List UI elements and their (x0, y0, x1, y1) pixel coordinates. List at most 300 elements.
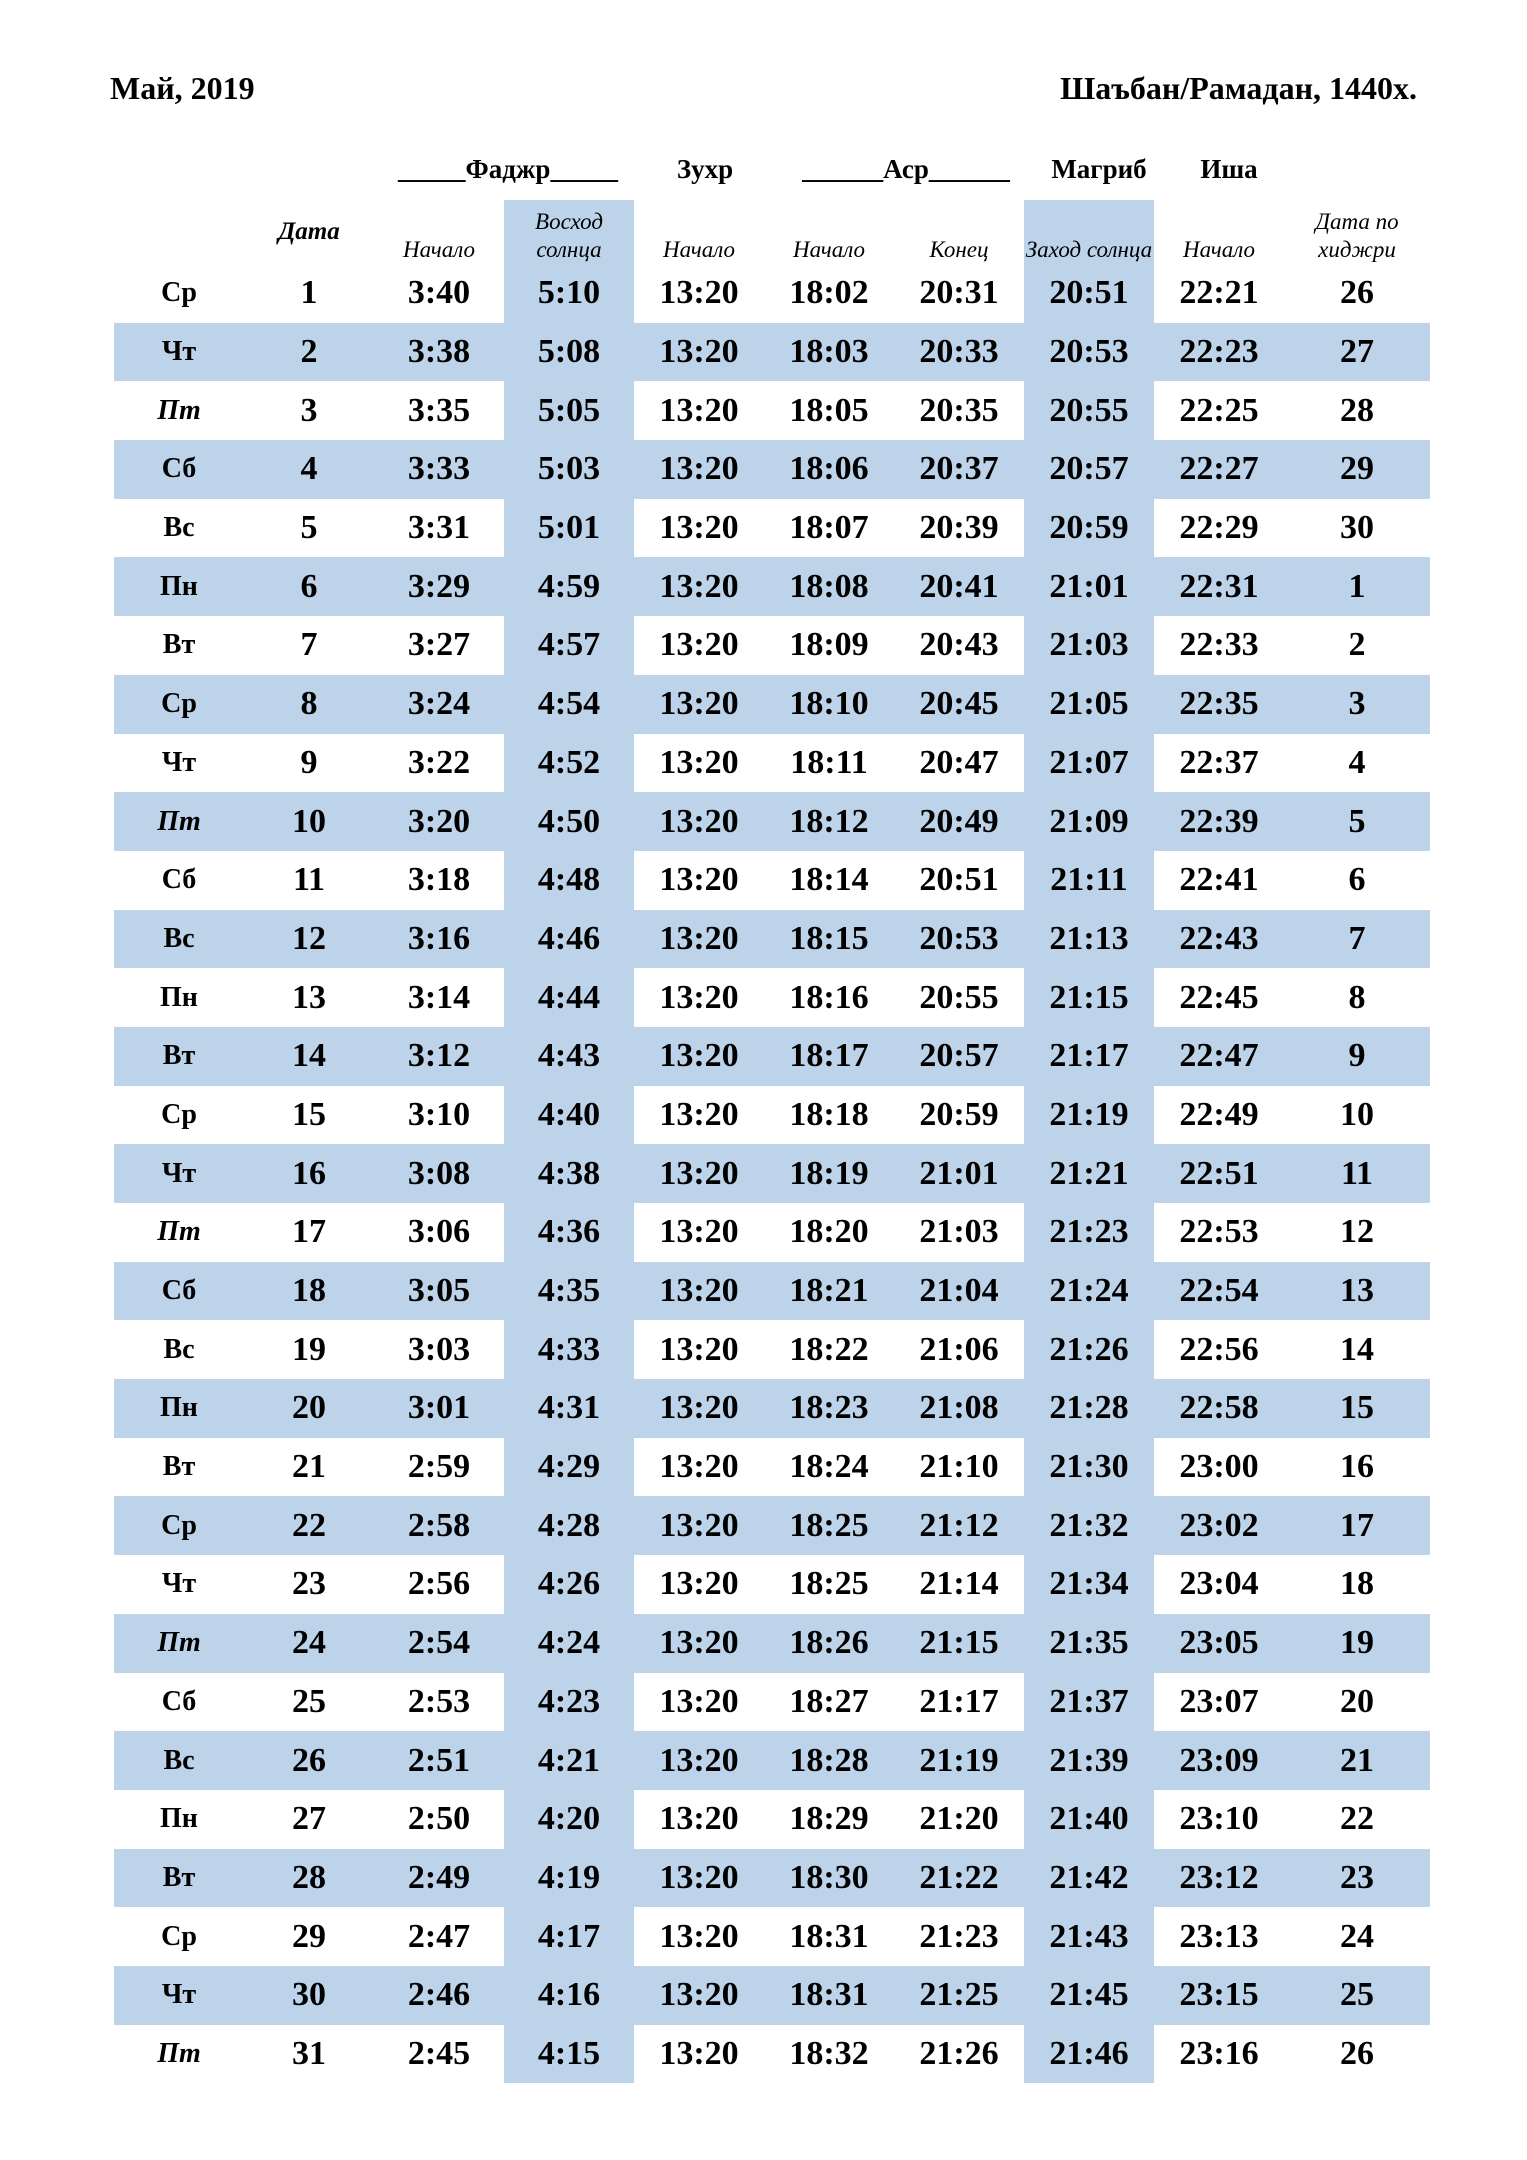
fajr-start-cell: 3:24 (374, 675, 504, 734)
date-cell: 4 (244, 440, 374, 499)
date-cell: 18 (244, 1262, 374, 1321)
asr-end-cell: 20:41 (894, 557, 1024, 616)
zuhr-start-cell: 13:20 (634, 1731, 764, 1790)
isha-start-cell: 22:43 (1154, 910, 1284, 969)
date-cell: 22 (244, 1496, 374, 1555)
isha-start-cell: 22:25 (1179, 391, 1259, 429)
day-of-week-cell: Пн (160, 981, 198, 1013)
sunrise-cell: 4:40 (504, 1086, 634, 1145)
sunrise-cell: 4:23 (504, 1673, 634, 1732)
asr-start-cell: 18:27 (789, 1682, 869, 1720)
table-row (114, 851, 1430, 910)
isha-start-cell: 22:41 (1179, 861, 1259, 899)
sunset-cell: 21:40 (1024, 1790, 1154, 1849)
hijri-date-cell: 23 (1284, 1849, 1430, 1908)
table-row (114, 381, 1430, 440)
sunset-header: Заход солнца (1024, 200, 1154, 264)
zuhr-start-cell: 13:20 (659, 274, 739, 312)
table-row (114, 1673, 1430, 1732)
maghrib-group-header: Магриб (1051, 154, 1147, 184)
date-cell: 2 (244, 323, 374, 382)
fajr-start-cell: 3:16 (374, 910, 504, 969)
isha-start-cell: 22:56 (1179, 1330, 1259, 1368)
sunrise-cell: 4:36 (504, 1203, 634, 1262)
sunrise-cell: 4:26 (504, 1555, 634, 1614)
day-of-week-cell: Пт (157, 2037, 201, 2069)
hijri-date-cell: 10 (1340, 1095, 1374, 1133)
asr-start-cell: 18:03 (764, 323, 894, 382)
table-row (114, 1027, 1430, 1086)
asr-end-cell: 20:43 (919, 626, 999, 664)
asr-end-cell: 20:51 (919, 861, 999, 899)
asr-start-cell: 18:07 (789, 509, 869, 547)
sunset-cell: 21:17 (1024, 1027, 1154, 1086)
fajr-start-cell: 3:27 (407, 626, 471, 664)
fajr-start-cell: 3:33 (374, 440, 504, 499)
fajr-start-cell: 2:49 (374, 1849, 504, 1908)
zuhr-start-cell: 13:20 (659, 1448, 739, 1486)
fajr-start-cell: 3:14 (407, 978, 471, 1016)
zuhr-start-cell: 13:20 (659, 1800, 739, 1838)
zuhr-start-cell: 13:20 (634, 1614, 764, 1673)
hijri-date-cell: 16 (1340, 1448, 1374, 1486)
isha-start-cell: 23:07 (1179, 1682, 1259, 1720)
asr-end-cell: 21:15 (894, 1614, 1024, 1673)
sunrise-cell: 4:35 (504, 1262, 634, 1321)
sunset-cell: 21:15 (1024, 968, 1154, 1027)
day-of-week-cell: Сб (114, 440, 244, 499)
sunrise-cell: 5:08 (504, 323, 634, 382)
sunset-cell: 21:34 (1024, 1555, 1154, 1614)
isha-start-cell: 23:02 (1154, 1496, 1284, 1555)
day-of-week-cell: Ср (161, 277, 197, 309)
sunrise-cell: 4:48 (504, 851, 634, 910)
asr-start-cell: 18:28 (764, 1731, 894, 1790)
asr-end-cell: 21:23 (919, 1917, 999, 1955)
asr-end-cell: 20:35 (919, 391, 999, 429)
sunset-cell: 21:01 (1024, 557, 1154, 616)
hijri-date-cell: 9 (1284, 1027, 1430, 1086)
fajr-start-cell: 3:40 (407, 274, 471, 312)
sunset-cell: 21:05 (1024, 675, 1154, 734)
asr-start-cell: 18:16 (789, 978, 869, 1016)
sunset-cell: 21:19 (1024, 1086, 1154, 1145)
asr-end-cell: 21:25 (894, 1966, 1024, 2025)
day-of-week-cell: Сб (114, 1262, 244, 1321)
sunrise-cell: 4:24 (504, 1614, 634, 1673)
sunset-cell: 21:09 (1024, 792, 1154, 851)
table-row (114, 616, 1430, 675)
table-row (114, 792, 1430, 851)
sunset-cell: 21:32 (1024, 1496, 1154, 1555)
zuhr-start-cell: 13:20 (634, 323, 764, 382)
asr-end-cell: 20:33 (894, 323, 1024, 382)
hijri-date-cell: 26 (1340, 2034, 1374, 2072)
day-of-week-cell: Ср (161, 1920, 197, 1952)
asr-start-cell: 18:29 (789, 1800, 869, 1838)
month-title: Май, 2019 (110, 70, 255, 106)
isha-start-cell: 22:29 (1179, 509, 1259, 547)
date-cell: 5 (300, 509, 318, 547)
day-of-week-cell: Пн (160, 1803, 198, 1835)
isha-start-cell: 22:21 (1179, 274, 1259, 312)
sunrise-cell: 4:46 (504, 910, 634, 969)
asr-end-cell: 20:53 (894, 910, 1024, 969)
isha-start-cell: 23:12 (1154, 1849, 1284, 1908)
hijri-date-cell: 24 (1340, 1917, 1374, 1955)
table-row (114, 675, 1430, 734)
fajr-start-cell: 2:50 (407, 1800, 471, 1838)
asr-end-cell: 20:31 (919, 274, 999, 312)
sunset-cell: 20:55 (1024, 381, 1154, 440)
hijri-date-cell: 29 (1284, 440, 1430, 499)
zuhr-start-cell: 13:20 (634, 1849, 764, 1908)
asr-end-cell: 21:19 (894, 1731, 1024, 1790)
date-header: Дата (278, 218, 340, 245)
zuhr-start-cell: 13:20 (634, 1262, 764, 1321)
isha-start-cell: 22:49 (1179, 1095, 1259, 1133)
sunrise-header: Восход солнца (504, 200, 634, 264)
day-of-week-cell: Пт (157, 1216, 201, 1248)
zuhr-start-cell: 13:20 (659, 1682, 739, 1720)
isha-start-cell: 23:05 (1154, 1614, 1284, 1673)
fajr-start-cell: 3:38 (374, 323, 504, 382)
date-cell: 17 (292, 1213, 326, 1251)
asr-start-cell: 18:26 (764, 1614, 894, 1673)
isha-start-cell: 22:54 (1154, 1262, 1284, 1321)
day-of-week-cell: Вс (163, 1333, 195, 1365)
asr-end-cell: 21:20 (919, 1800, 999, 1838)
fajr-group-header: _____Фаджр_____ (398, 154, 618, 184)
zuhr-start-header: Начало (662, 237, 736, 262)
isha-start-cell: 22:35 (1154, 675, 1284, 734)
sunset-cell: 21:23 (1024, 1203, 1154, 1262)
zuhr-start-cell: 13:20 (659, 861, 739, 899)
fajr-start-cell: 2:59 (407, 1448, 471, 1486)
fajr-start-cell: 2:45 (407, 2034, 471, 2072)
fajr-start-cell: 3:35 (407, 391, 471, 429)
asr-start-cell: 18:10 (764, 675, 894, 734)
table-row (114, 734, 1430, 793)
hijri-date-cell: 8 (1348, 978, 1366, 1016)
zuhr-start-cell: 13:20 (634, 1027, 764, 1086)
day-of-week-cell: Ср (114, 1496, 244, 1555)
zuhr-start-cell: 13:20 (659, 2034, 739, 2072)
table-row (114, 1849, 1430, 1908)
sunrise-cell: 4:44 (504, 968, 634, 1027)
isha-start-cell: 22:47 (1154, 1027, 1284, 1086)
asr-end-cell: 20:57 (894, 1027, 1024, 1086)
hijri-date-cell: 28 (1340, 391, 1374, 429)
day-of-week-cell: Вт (162, 1451, 196, 1483)
hijri-date-cell: 13 (1284, 1262, 1430, 1321)
isha-start-cell: 22:51 (1154, 1144, 1284, 1203)
fajr-start-cell: 3:18 (407, 861, 471, 899)
date-cell: 26 (244, 1731, 374, 1790)
hijri-date-cell: 17 (1284, 1496, 1430, 1555)
asr-start-cell: 18:31 (764, 1966, 894, 2025)
zuhr-start-cell: 13:20 (634, 1379, 764, 1438)
fajr-start-cell: 3:01 (374, 1379, 504, 1438)
asr-start-cell: 18:14 (789, 861, 869, 899)
day-of-week-cell: Вс (114, 910, 244, 969)
sunrise-cell: 4:57 (504, 616, 634, 675)
isha-start-cell: 22:53 (1179, 1213, 1259, 1251)
asr-end-cell: 21:26 (919, 2034, 999, 2072)
sunrise-cell: 4:15 (504, 2025, 634, 2084)
isha-start-cell: 22:37 (1179, 743, 1259, 781)
table-row (114, 1086, 1430, 1145)
sunrise-cell: 4:28 (504, 1496, 634, 1555)
date-cell: 16 (244, 1144, 374, 1203)
fajr-start-cell: 3:29 (374, 557, 504, 616)
table-row (114, 1144, 1430, 1203)
table-row (114, 1555, 1430, 1614)
table-row (114, 1790, 1430, 1849)
sunrise-cell: 4:21 (504, 1731, 634, 1790)
zuhr-start-cell: 13:20 (659, 1095, 739, 1133)
fajr-start-cell: 2:58 (374, 1496, 504, 1555)
sunrise-cell: 5:03 (504, 440, 634, 499)
table-row (114, 1731, 1430, 1790)
sunrise-cell: 5:01 (504, 499, 634, 558)
hijri-date-cell: 30 (1340, 509, 1374, 547)
sunset-cell: 21:28 (1024, 1379, 1154, 1438)
asr-start-cell: 18:30 (764, 1849, 894, 1908)
sunset-cell: 21:07 (1024, 734, 1154, 793)
table-row (114, 1907, 1430, 1966)
date-cell: 10 (244, 792, 374, 851)
zuhr-start-cell: 13:20 (634, 1144, 764, 1203)
timetable-body (114, 264, 1430, 2083)
asr-start-cell: 18:06 (764, 440, 894, 499)
subheader-row (114, 200, 1430, 264)
hijri-date-cell: 14 (1340, 1330, 1374, 1368)
asr-end-cell: 21:17 (919, 1682, 999, 1720)
day-of-week-cell: Чт (161, 746, 197, 778)
zuhr-start-cell: 13:20 (634, 440, 764, 499)
sunrise-cell: 4:19 (504, 1849, 634, 1908)
date-cell: 13 (292, 978, 326, 1016)
asr-start-cell: 18:25 (764, 1496, 894, 1555)
zuhr-start-cell: 13:20 (634, 675, 764, 734)
sunset-cell: 21:46 (1024, 2025, 1154, 2084)
sunrise-cell: 4:20 (504, 1790, 634, 1849)
isha-group-header: Иша (1200, 154, 1258, 184)
hijri-date-cell: 12 (1340, 1213, 1374, 1251)
table-row (114, 1614, 1430, 1673)
date-cell: 14 (244, 1027, 374, 1086)
fajr-start-cell: 2:51 (374, 1731, 504, 1790)
table-row (114, 264, 1430, 323)
asr-start-cell: 18:15 (764, 910, 894, 969)
sunrise-cell: 4:33 (504, 1320, 634, 1379)
zuhr-start-cell: 13:20 (634, 1966, 764, 2025)
sunrise-cell: 5:05 (504, 381, 634, 440)
date-cell: 27 (292, 1800, 326, 1838)
asr-end-cell: 20:49 (894, 792, 1024, 851)
date-cell: 24 (244, 1614, 374, 1673)
sunset-cell: 21:13 (1024, 910, 1154, 969)
asr-start-cell: 18:23 (764, 1379, 894, 1438)
sunrise-cell: 5:10 (504, 264, 634, 323)
date-cell: 15 (292, 1095, 326, 1133)
hijri-date-cell: 6 (1348, 861, 1366, 899)
table-row (114, 1320, 1430, 1379)
zuhr-start-cell: 13:20 (634, 557, 764, 616)
fajr-start-cell: 3:20 (374, 792, 504, 851)
asr-start-cell: 18:31 (789, 1917, 869, 1955)
hijri-date-cell: 22 (1340, 1800, 1374, 1838)
sunset-cell: 21:45 (1024, 1966, 1154, 2025)
date-cell: 25 (292, 1682, 326, 1720)
fajr-start-cell: 3:05 (374, 1262, 504, 1321)
sunset-cell: 20:53 (1024, 323, 1154, 382)
day-of-week-cell: Пн (114, 557, 244, 616)
day-of-week-cell: Сб (161, 1685, 197, 1717)
fajr-start-cell: 3:03 (407, 1330, 471, 1368)
fajr-start-cell: 3:08 (374, 1144, 504, 1203)
sunrise-cell: 4:31 (504, 1379, 634, 1438)
sunset-cell: 20:57 (1024, 440, 1154, 499)
sunrise-cell: 4:52 (504, 734, 634, 793)
hijri-date-cell: 15 (1284, 1379, 1430, 1438)
date-cell: 6 (244, 557, 374, 616)
zuhr-start-cell: 13:20 (659, 743, 739, 781)
asr-start-cell: 18:32 (789, 2034, 869, 2072)
zuhr-start-cell: 13:20 (659, 391, 739, 429)
sunset-cell: 21:11 (1024, 851, 1154, 910)
fajr-start-cell: 3:12 (374, 1027, 504, 1086)
isha-start-cell: 22:31 (1154, 557, 1284, 616)
hijri-date-cell: 27 (1284, 323, 1430, 382)
asr-end-header: Конец (929, 237, 989, 262)
isha-start-cell: 22:45 (1179, 978, 1259, 1016)
zuhr-group-header: Зухр (676, 154, 734, 184)
sunrise-cell: 4:59 (504, 557, 634, 616)
asr-end-cell: 20:59 (919, 1095, 999, 1133)
table-row (114, 1438, 1430, 1497)
hijri-date-cell: 1 (1284, 557, 1430, 616)
sunrise-cell: 4:29 (504, 1438, 634, 1497)
asr-end-cell: 20:39 (919, 509, 999, 547)
asr-start-cell: 18:12 (764, 792, 894, 851)
asr-end-cell: 21:04 (894, 1262, 1024, 1321)
date-cell: 21 (292, 1448, 326, 1486)
asr-start-cell: 18:22 (789, 1330, 869, 1368)
date-cell: 28 (244, 1849, 374, 1908)
sunset-cell: 20:59 (1024, 499, 1154, 558)
day-of-week-cell: Пн (114, 1379, 244, 1438)
date-cell: 23 (292, 1565, 326, 1603)
sunset-cell: 21:03 (1024, 616, 1154, 675)
table-row (114, 499, 1430, 558)
isha-start-cell: 23:09 (1154, 1731, 1284, 1790)
asr-end-cell: 21:22 (894, 1849, 1024, 1908)
sunrise-cell: 4:38 (504, 1144, 634, 1203)
asr-end-cell: 21:10 (919, 1448, 999, 1486)
table-row (114, 968, 1430, 1027)
sunset-cell: 20:51 (1024, 264, 1154, 323)
asr-start-cell: 18:09 (789, 626, 869, 664)
isha-start-cell: 22:33 (1179, 626, 1259, 664)
asr-end-cell: 21:01 (894, 1144, 1024, 1203)
day-of-week-cell: Пт (114, 792, 244, 851)
zuhr-start-cell: 13:20 (634, 792, 764, 851)
sunrise-cell: 4:43 (504, 1027, 634, 1086)
hijri-date-cell: 20 (1340, 1682, 1374, 1720)
asr-start-cell: 18:11 (790, 743, 868, 781)
asr-start-cell: 18:21 (764, 1262, 894, 1321)
hijri-date-header: Дата по хиджри (1315, 209, 1399, 262)
day-of-week-cell: Вт (114, 1849, 244, 1908)
table-row (114, 2025, 1430, 2084)
asr-end-cell: 20:37 (894, 440, 1024, 499)
zuhr-start-cell: 13:20 (659, 1213, 739, 1251)
day-of-week-cell: Вт (162, 629, 196, 661)
day-of-week-cell: Ср (161, 1098, 197, 1130)
hijri-date-cell: 11 (1284, 1144, 1430, 1203)
hijri-date-cell: 7 (1284, 910, 1430, 969)
sunrise-cell: 4:16 (504, 1966, 634, 2025)
table-row (114, 440, 1430, 499)
isha-start-cell: 22:58 (1154, 1379, 1284, 1438)
asr-start-cell: 18:18 (789, 1095, 869, 1133)
fajr-start-header: Начало (402, 237, 476, 262)
asr-group-header: ______Аср______ (802, 154, 1010, 184)
group-header-row (114, 154, 1430, 194)
table-row (114, 1203, 1430, 1262)
sunset-cell: 21:24 (1024, 1262, 1154, 1321)
isha-start-cell: 23:04 (1179, 1565, 1259, 1603)
asr-end-cell: 21:06 (919, 1330, 999, 1368)
sunset-cell: 21:30 (1024, 1438, 1154, 1497)
date-cell: 7 (300, 626, 318, 664)
zuhr-start-cell: 13:20 (659, 1917, 739, 1955)
date-cell: 29 (292, 1917, 326, 1955)
table-row (114, 1966, 1430, 2025)
asr-start-cell: 18:19 (764, 1144, 894, 1203)
page-header (110, 70, 1417, 120)
asr-end-cell: 21:08 (894, 1379, 1024, 1438)
isha-start-header: Начало (1182, 237, 1256, 262)
hijri-date-cell: 4 (1348, 743, 1366, 781)
sunset-cell: 21:35 (1024, 1614, 1154, 1673)
table-row (114, 910, 1430, 969)
hijri-date-cell: 26 (1340, 274, 1374, 312)
isha-start-cell: 23:16 (1179, 2034, 1259, 2072)
sunset-cell: 21:39 (1024, 1731, 1154, 1790)
fajr-start-cell: 2:53 (407, 1682, 471, 1720)
zuhr-start-cell: 13:20 (659, 626, 739, 664)
hijri-date-cell: 25 (1284, 1966, 1430, 2025)
isha-start-cell: 23:10 (1179, 1800, 1259, 1838)
fajr-start-cell: 2:46 (374, 1966, 504, 2025)
fajr-start-cell: 3:10 (407, 1095, 471, 1133)
zuhr-start-cell: 13:20 (659, 978, 739, 1016)
hijri-date-cell: 3 (1284, 675, 1430, 734)
sunset-cell: 21:43 (1024, 1907, 1154, 1966)
zuhr-start-cell: 13:20 (659, 1330, 739, 1368)
day-of-week-cell: Пт (114, 1614, 244, 1673)
fajr-start-cell: 2:47 (407, 1917, 471, 1955)
hijri-month-title: Шаъбан/Рамадан, 1440х. (1060, 70, 1417, 106)
day-of-week-cell: Чт (114, 1966, 244, 2025)
asr-end-cell: 20:47 (919, 743, 999, 781)
asr-start-cell: 18:25 (789, 1565, 869, 1603)
date-cell: 20 (244, 1379, 374, 1438)
date-cell: 31 (292, 2034, 326, 2072)
